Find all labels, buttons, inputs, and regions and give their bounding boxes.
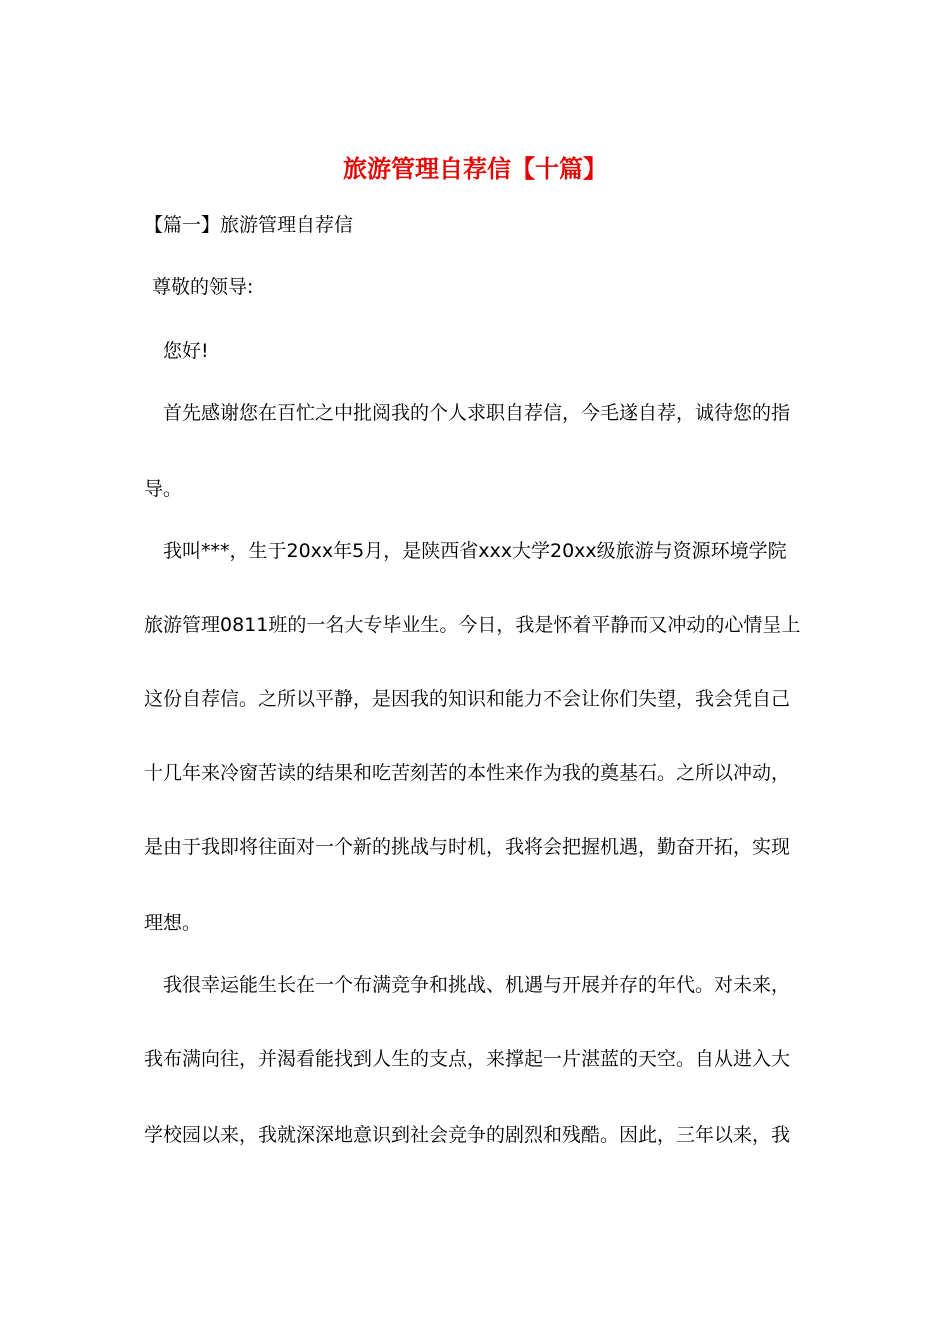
body-line: 理想。	[144, 912, 202, 934]
section-heading: 【篇一】旅游管理自荐信	[144, 214, 354, 236]
body-line: 是由于我即将往面对一个新的挑战与时机，我将会把握机遇，勤奋开拓，实现	[144, 836, 791, 858]
body-line: 我很幸运能生长在一个布满竞争和挑战、机遇与开展并存的年代。对未来，	[163, 974, 791, 996]
greeting: 您好!	[163, 340, 209, 362]
body-line: 首先感谢您在百忙之中批阅我的个人求职自荐信，今毛遂自荐，诚待您的指	[163, 402, 791, 424]
body-line: 十几年来冷窗苦读的结果和吃苦刻苦的本性来作为我的奠基石。之所以冲动，	[144, 762, 791, 784]
body-line: 学校园以来，我就深深地意识到社会竞争的剧烈和残酷。因此，三年以来，我	[144, 1124, 791, 1146]
document-title: 旅游管理自荐信【十篇】	[343, 154, 607, 183]
salutation: 尊敬的领导:	[152, 276, 254, 298]
body-line: 导。	[144, 478, 183, 500]
body-line: 我布满向往，并渴看能找到人生的支点，来撑起一片湛蓝的天空。自从进入大	[144, 1048, 791, 1070]
body-line: 旅游管理0811班的一名大专毕业生。今日，我是怀着平静而又冲动的心情呈上	[144, 614, 801, 636]
body-line: 这份自荐信。之所以平静，是因我的知识和能力不会让你们失望，我会凭自己	[144, 688, 791, 710]
body-line: 我叫***，生于20xx年5月，是陕西省xxx大学20xx级旅游与资源环境学院	[163, 540, 787, 562]
